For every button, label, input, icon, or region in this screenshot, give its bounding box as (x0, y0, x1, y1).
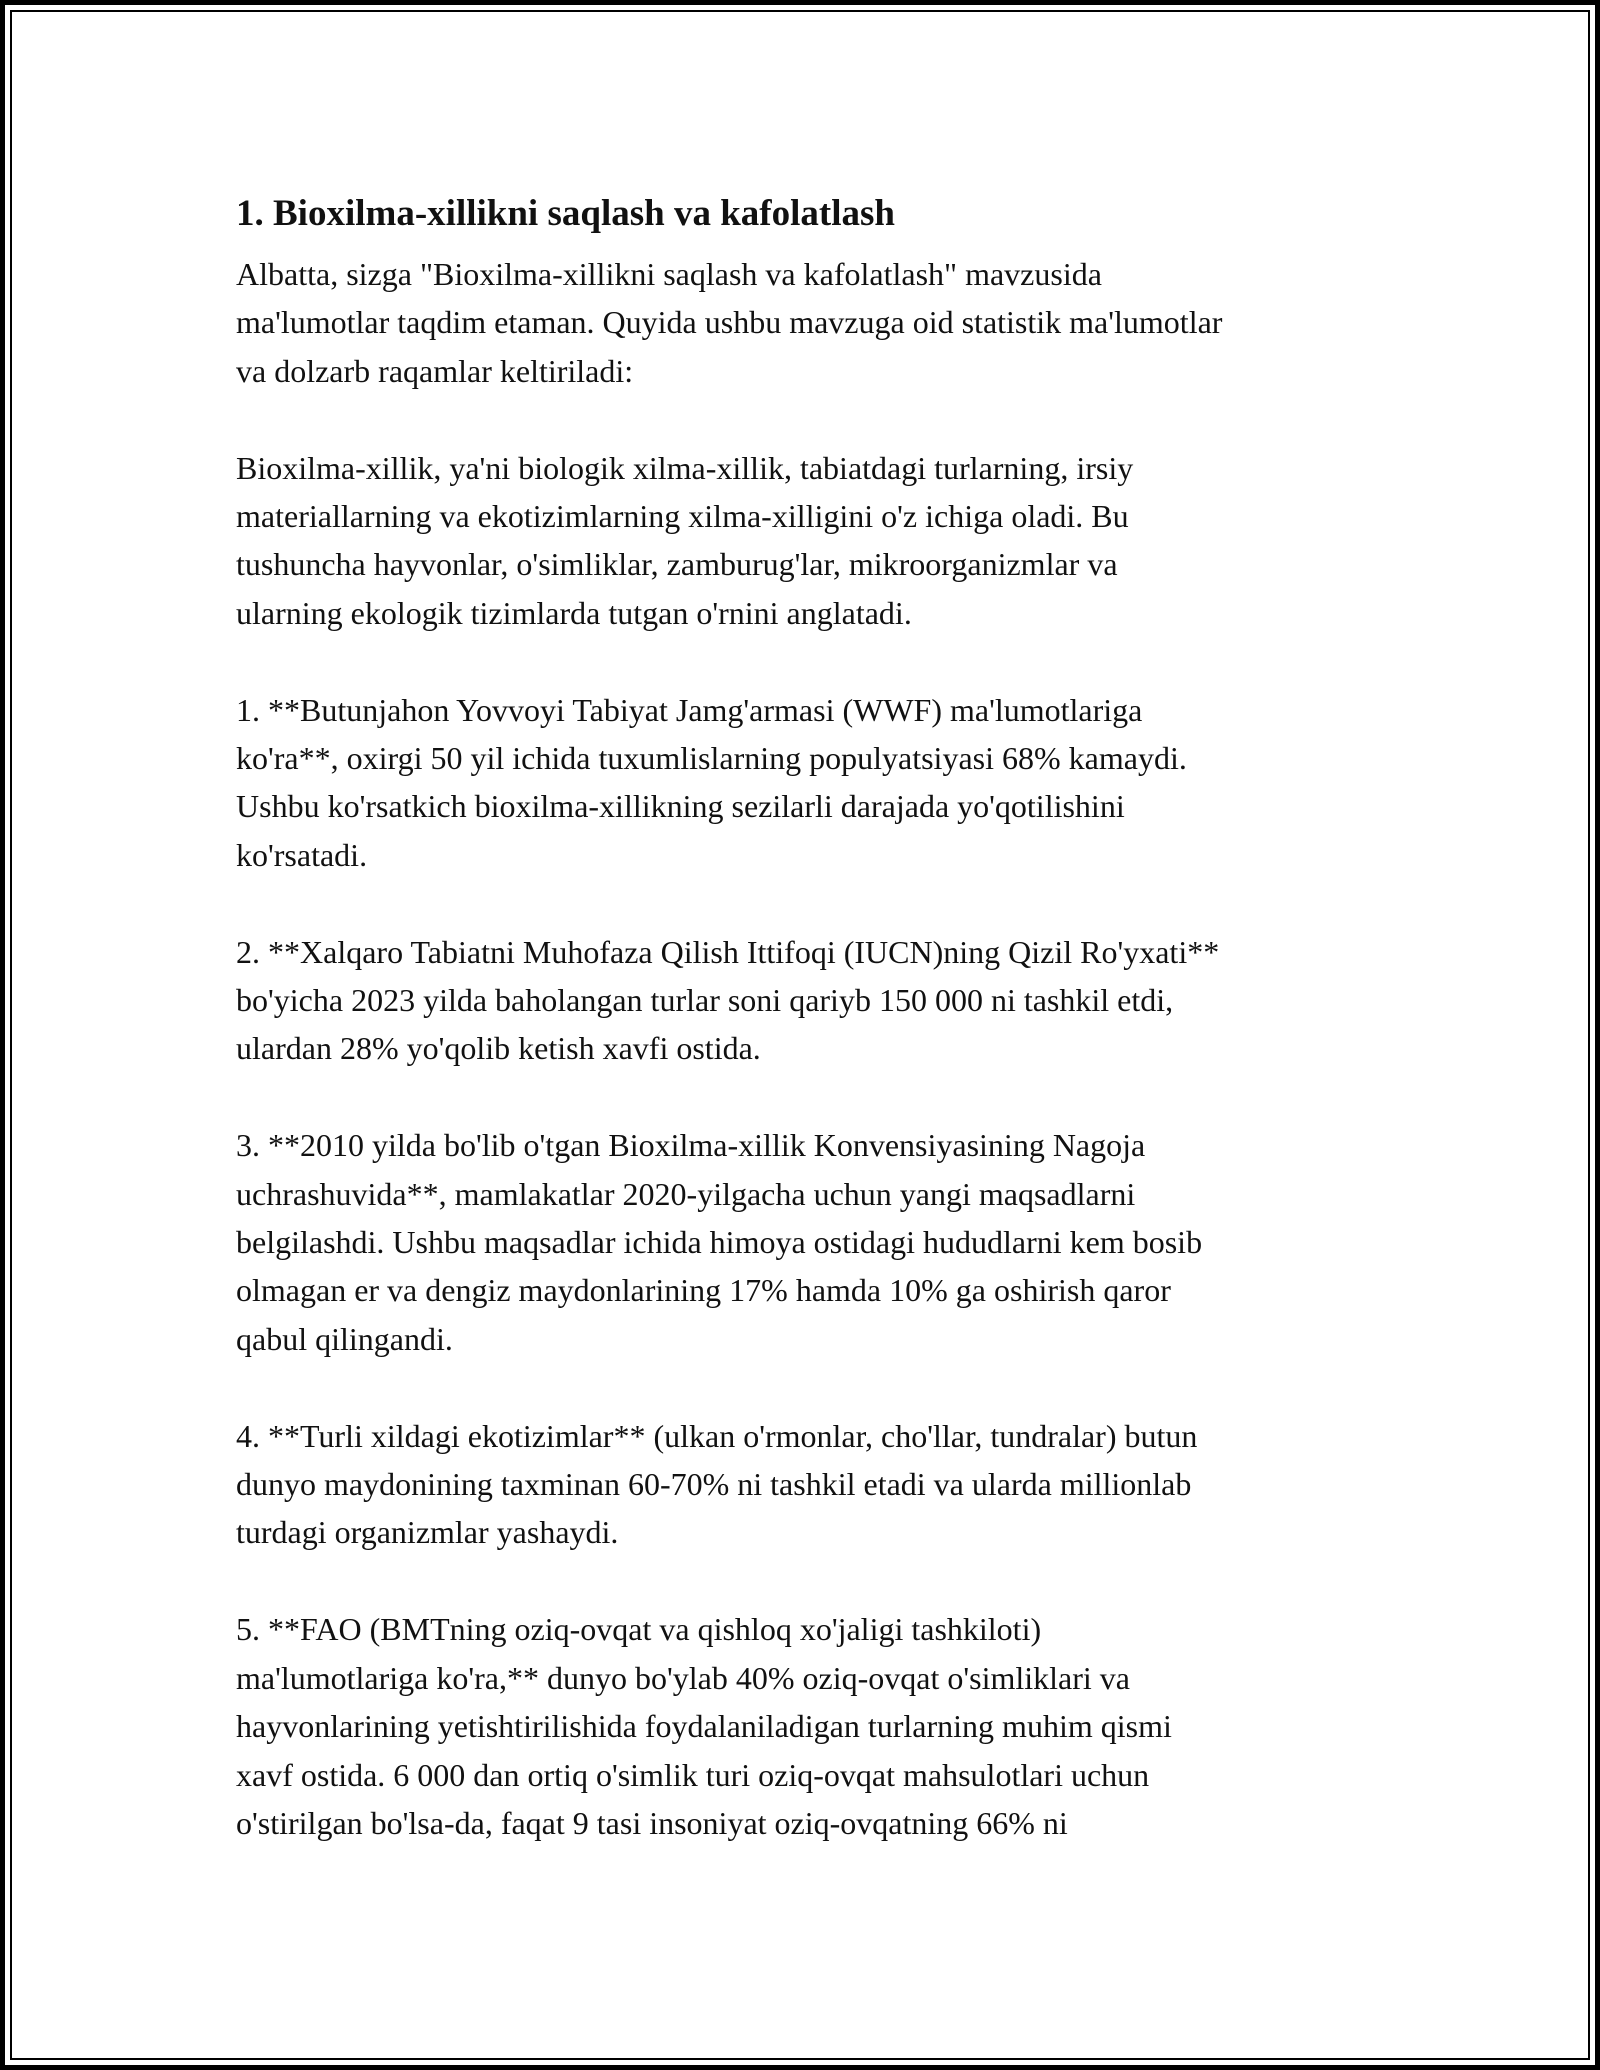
text-line: 3. **2010 yilda bo'lib o'tgan Bioxilma-xillik Konvensiyasining Nagoja (236, 1127, 1146, 1164)
text-line: 4. **Turli xildagi ekotizimlar** (ulkan o'rmonlar, cho'llar, tundralar) butun (236, 1417, 1198, 1454)
text-line: dunyo maydonining taxminan 60-70% ni tashkil etadi va ularda millionlab (236, 1466, 1192, 1503)
text-line: 1. **Butunjahon Yovvoyi Tabiyat Jamg'armasi (WWF) ma'lumotlariga (236, 691, 1143, 728)
page-title: 1. Bioxilma-xillikni saqlash va kafolatlash (236, 193, 895, 234)
text-line: ko'rsatadi. (236, 836, 368, 873)
list-item-4 (236, 1412, 1376, 1557)
text-line: materiallarning va ekotizimlarning xilma-xilligini o'z ichiga oladi. Bu (236, 498, 1129, 535)
text-line: 5. **FAO (BMTning oziq-ovqat va qishloq xo'jaligi tashkiloti) (236, 1611, 1042, 1648)
text-line: hayvonlarining yetishtirilishida foydalaniladigan turlarning muhim qismi (236, 1708, 1172, 1745)
paragraph-definition (236, 444, 1376, 638)
text-line: tushuncha hayvonlar, o'simliklar, zamburug'lar, mikroorganizmlar va (236, 546, 1118, 583)
list-item-1 (236, 686, 1376, 880)
text-line: ularning ekologik tizimlarda tutgan o'rnini anglatadi. (236, 594, 912, 631)
text-line: Albatta, sizga "Bioxilma-xillikni saqlash va kafolatlash" mavzusida (236, 256, 1102, 292)
text-line: qabul qilingandi. (236, 1320, 453, 1357)
text-line: turdagi organizmlar yashaydi. (236, 1514, 619, 1551)
text-line: 2. **Xalqaro Tabiatni Muhofaza Qilish Ittifoqi (IUCN)ning Qizil Ro'yxati** (236, 933, 1220, 970)
list-item-3 (236, 1121, 1376, 1363)
text-line: ma'lumotlar taqdim etaman. Quyida ushbu mavzuga oid statistik ma'lumotlar (236, 304, 1223, 341)
text-line: ulardan 28% yo'qolib ketish xavfi ostida. (236, 1030, 761, 1067)
text-line: xavf ostida. 6 000 dan ortiq o'simlik turi oziq-ovqat mahsulotlari uchun (236, 1756, 1150, 1793)
text-line: Bioxilma-xillik, ya'ni biologik xilma-xillik, tabiatdagi turlarning, irsiy (236, 449, 1134, 486)
text-line: bo'yicha 2023 yilda baholangan turlar soni qariyb 150 000 ni tashkil etdi, (236, 982, 1174, 1019)
text-line: Ushbu ko'rsatkich bioxilma-xillikning sezilarli darajada yo'qotilishini (236, 788, 1125, 825)
list-item-2 (236, 928, 1376, 1073)
document-body (236, 184, 1376, 1896)
text-line: uchrashuvida**, mamlakatlar 2020-yilgacha uchun yangi maqsadlarni (236, 1175, 1136, 1212)
text-line: olmagan er va dengiz maydonlarining 17% hamda 10% ga oshirish qaror (236, 1272, 1171, 1309)
text-line: va dolzarb raqamlar keltiriladi: (236, 352, 634, 389)
paragraph-intro (236, 250, 1376, 395)
text-line: belgilashdi. Ushbu maqsadlar ichida himoya ostidagi hududlarni kem bosib (236, 1224, 1203, 1261)
text-line: ma'lumotlariga ko'ra,** dunyo bo'ylab 40% oziq-ovqat o'simliklari va (236, 1659, 1130, 1696)
text-line: ko'ra**, oxirgi 50 yil ichida tuxumlislarning populyatsiyasi 68% kamaydi. (236, 740, 1187, 777)
text-line: o'stirilgan bo'lsa-da, faqat 9 tasi insoniyat oziq-ovqatning 66% ni (236, 1804, 1068, 1841)
list-item-5 (236, 1605, 1376, 1847)
